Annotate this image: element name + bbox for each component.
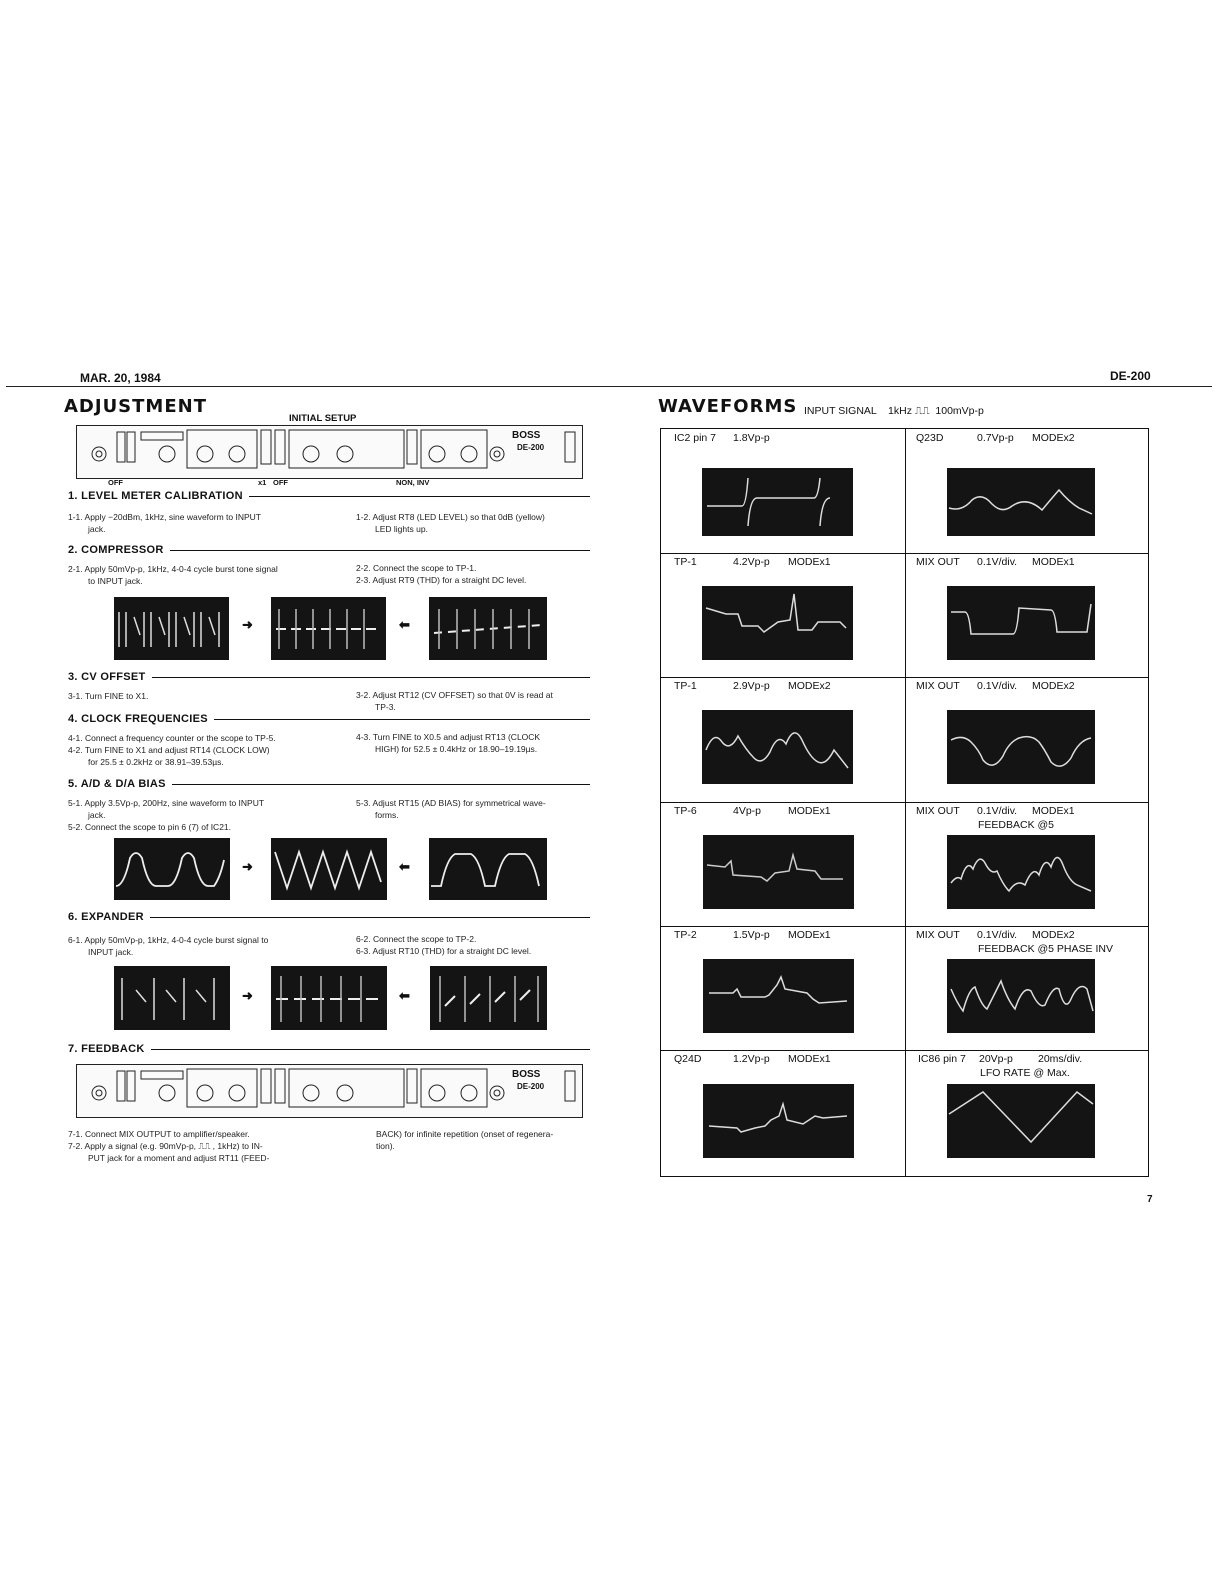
cell-point: TP-6 — [674, 805, 697, 817]
panel-brand: BOSS — [512, 1069, 541, 1080]
scope-bias-after — [429, 838, 547, 900]
cell-mode: 20ms/div. — [1038, 1053, 1083, 1065]
cell-point: Q24D — [674, 1053, 702, 1065]
setup-off: OFF — [108, 478, 123, 487]
waveform-cell — [660, 801, 904, 925]
step-5-3: 5-3. Adjust RT15 (AD BIAS) for symmetrical wave- — [356, 798, 546, 808]
scope-expander-adjusted — [271, 966, 387, 1030]
initial-setup-label: INITIAL SETUP — [289, 413, 357, 424]
waveform-cell — [904, 552, 1147, 676]
scope-image — [947, 959, 1095, 1033]
front-panel-diagram-setup — [76, 425, 583, 479]
scope-image — [702, 710, 853, 784]
cell-point: MIX OUT — [916, 805, 960, 817]
step-6-2: 6-2. Connect the scope to TP-2. — [356, 934, 477, 944]
step-4-1: 4-1. Connect a frequency counter or the scope to TP-5. — [68, 733, 276, 743]
panel-model: DE-200 — [517, 1082, 545, 1091]
waveform-cell — [660, 1049, 904, 1175]
page-number: 7 — [1147, 1194, 1153, 1205]
waveform-cell — [904, 428, 1147, 552]
waveform-cell — [660, 676, 904, 801]
scope-image — [947, 1084, 1095, 1158]
section-feedback — [68, 1042, 590, 1056]
waveform-cell — [660, 428, 904, 552]
scope-image — [702, 468, 853, 536]
cell-value: 20Vp-p — [979, 1053, 1013, 1065]
cell-mode: MODEx2 — [1032, 432, 1075, 444]
header-date: MAR. 20, 1984 — [80, 371, 161, 385]
waveform-cell — [904, 676, 1147, 801]
cell-value: 1.2Vp-p — [733, 1053, 770, 1065]
step-2-2: 2-2. Connect the scope to TP-1. — [356, 563, 477, 573]
scope-bias-before — [114, 838, 230, 900]
section-title: 6. EXPANDER — [68, 911, 144, 923]
step-7-2: 7-2. Apply a signal (e.g. 90mVp-p, ⎍⎍ , 1kHz) to IN- — [68, 1141, 263, 1151]
step-7-2-cont: PUT jack for a moment and adjust RT11 (FEED- — [88, 1153, 270, 1163]
cell-value: 1.5Vp-p — [733, 929, 770, 941]
arrow-right-icon: ➜ — [242, 617, 253, 632]
cell-mode: MODEx1 — [1032, 805, 1075, 817]
adjustment-title: ADJUSTMENT — [64, 396, 207, 417]
scope-image — [703, 959, 854, 1033]
arrow-left-icon: ⬅ — [399, 859, 410, 874]
cell-mode: MODEx2 — [1032, 929, 1075, 941]
scope-image — [947, 710, 1095, 784]
section-title: 2. COMPRESSOR — [68, 544, 164, 556]
section-title: 5. A/D & D/A BIAS — [68, 778, 166, 790]
step-4-2-cont: for 25.5 ± 0.2kHz or 38.91–39.53µs. — [88, 757, 224, 767]
step-3-1: 3-1. Turn FINE to X1. — [68, 691, 149, 701]
setup-off-2: OFF — [273, 478, 288, 487]
step-4-3-cont: HIGH) for 52.5 ± 0.4kHz or 18.90–19.19µs. — [375, 744, 538, 754]
panel-brand: BOSS — [512, 430, 541, 441]
step-7-2-right: BACK) for infinite repetition (onset of regenera- — [376, 1129, 554, 1139]
arrow-right-icon: ➜ — [242, 859, 253, 874]
scope-bias-adjusted — [271, 838, 387, 900]
waveform-cell — [904, 801, 1147, 925]
cell-value: 0.1V/div. — [977, 929, 1018, 941]
scope-image — [947, 468, 1095, 536]
cell-point: IC2 pin 7 — [674, 432, 717, 444]
setup-non-inv: NON, INV — [396, 478, 430, 487]
cell-mode: MODEx2 — [1032, 680, 1075, 692]
cell-value: 0.1V/div. — [977, 556, 1018, 568]
step-5-3-cont: forms. — [375, 810, 399, 820]
step-1-1-cont: jack. — [88, 524, 106, 534]
cell-value: 0.1V/div. — [977, 680, 1018, 692]
arrow-left-icon: ⬅ — [399, 988, 410, 1003]
section-title: 3. CV OFFSET — [68, 671, 146, 683]
step-2-3: 2-3. Adjust RT9 (THD) for a straight DC level. — [356, 575, 527, 585]
cell-mode: MODEx2 — [788, 680, 831, 692]
cell-mode: MODEx1 — [788, 805, 831, 817]
cell-value: 0.1V/div. — [977, 805, 1018, 817]
step-5-1-cont: jack. — [88, 810, 106, 820]
section-level-meter — [68, 489, 590, 503]
section-title: 7. FEEDBACK — [68, 1043, 145, 1055]
section-title: 1. LEVEL METER CALIBRATION — [68, 490, 243, 502]
scope-compressor-adjusted — [271, 597, 386, 660]
step-1-2: 1-2. Adjust RT8 (LED LEVEL) so that 0dB (yellow) — [356, 512, 545, 522]
arrow-left-icon: ⬅ — [399, 617, 410, 632]
step-2-1-cont: to INPUT jack. — [88, 576, 143, 586]
step-2-1: 2-1. Apply 50mVp-p, 1kHz, 4-0-4 cycle burst tone signal — [68, 564, 278, 574]
front-panel-drawing — [77, 1065, 582, 1117]
cell-value: 4Vp-p — [733, 805, 762, 817]
cell-point: MIX OUT — [916, 680, 960, 692]
section-cv-offset — [68, 670, 590, 684]
waveforms-title: WAVEFORMS — [658, 396, 798, 417]
step-4-3: 4-3. Turn FINE to X0.5 and adjust RT13 (CLOCK — [356, 732, 541, 742]
front-panel-drawing — [77, 426, 582, 478]
step-1-1: 1-1. Apply −20dBm, 1kHz, sine waveform to INPUT — [68, 512, 261, 522]
cell-value: 2.9Vp-p — [733, 680, 770, 692]
cell-mode: MODEx1 — [788, 556, 831, 568]
section-ad-da-bias — [68, 777, 590, 791]
scope-compressor-after — [429, 597, 547, 660]
cell-extra: FEEDBACK @5 PHASE INV — [978, 943, 1113, 955]
step-6-1-cont: INPUT jack. — [88, 947, 134, 957]
section-clock-frequencies — [68, 712, 590, 726]
cell-mode: MODEx1 — [788, 929, 831, 941]
step-1-2-cont: LED lights up. — [375, 524, 428, 534]
input-signal-label: INPUT SIGNAL 1kHz ⎍⎍ 100mVp-p — [804, 405, 984, 417]
scope-image — [702, 586, 853, 660]
step-6-1: 6-1. Apply 50mVp-p, 1kHz, 4-0-4 cycle burst signal to — [68, 935, 269, 945]
cell-mode: MODEx1 — [1032, 556, 1075, 568]
section-title: 4. CLOCK FREQUENCIES — [68, 713, 208, 725]
section-expander — [68, 910, 590, 924]
panel-model: DE-200 — [517, 443, 545, 452]
step-3-2: 3-2. Adjust RT12 (CV OFFSET) so that 0V is read at — [356, 690, 553, 700]
cell-extra: LFO RATE @ Max. — [980, 1067, 1070, 1079]
cell-mode: MODEx1 — [788, 1053, 831, 1065]
step-5-1: 5-1. Apply 3.5Vp-p, 200Hz, sine waveform to INPUT — [68, 798, 265, 808]
scope-image — [703, 835, 854, 909]
cell-point: MIX OUT — [916, 929, 960, 941]
step-3-2-cont: TP-3. — [375, 702, 396, 712]
waveform-cell — [660, 552, 904, 676]
scope-expander-before — [114, 966, 230, 1030]
step-6-3: 6-3. Adjust RT10 (THD) for a straight DC level. — [356, 946, 532, 956]
waveform-cell — [904, 1049, 1147, 1175]
cell-point: TP-1 — [674, 680, 697, 692]
cell-point: TP-1 — [674, 556, 697, 568]
section-compressor — [68, 543, 590, 557]
header-rule — [6, 386, 1212, 387]
scope-expander-after — [430, 966, 547, 1030]
cell-value: 4.2Vp-p — [733, 556, 770, 568]
waveform-cell — [660, 925, 904, 1049]
scope-compressor-before — [114, 597, 229, 660]
scope-image — [703, 1084, 854, 1158]
cell-point: Q23D — [916, 432, 944, 444]
step-7-2-right-cont: tion). — [376, 1141, 395, 1151]
scope-image — [947, 586, 1095, 660]
front-panel-diagram-feedback — [76, 1064, 583, 1118]
step-7-1: 7-1. Connect MIX OUTPUT to amplifier/speaker. — [68, 1129, 250, 1139]
cell-point: IC86 pin 7 — [918, 1053, 966, 1065]
cell-point: MIX OUT — [916, 556, 960, 568]
waveform-cell — [904, 925, 1147, 1049]
cell-extra: FEEDBACK @5 — [978, 819, 1055, 831]
cell-point: TP-2 — [674, 929, 697, 941]
setup-x1: x1 — [258, 478, 267, 487]
step-4-2: 4-2. Turn FINE to X1 and adjust RT14 (CLOCK LOW) — [68, 745, 270, 755]
scope-image — [947, 835, 1095, 909]
header-model: DE-200 — [1110, 369, 1151, 383]
step-5-2: 5-2. Connect the scope to pin 6 (7) of IC21. — [68, 822, 232, 832]
cell-value: 0.7Vp-p — [977, 432, 1014, 444]
cell-value: 1.8Vp-p — [733, 432, 770, 444]
arrow-right-icon: ➜ — [242, 988, 253, 1003]
